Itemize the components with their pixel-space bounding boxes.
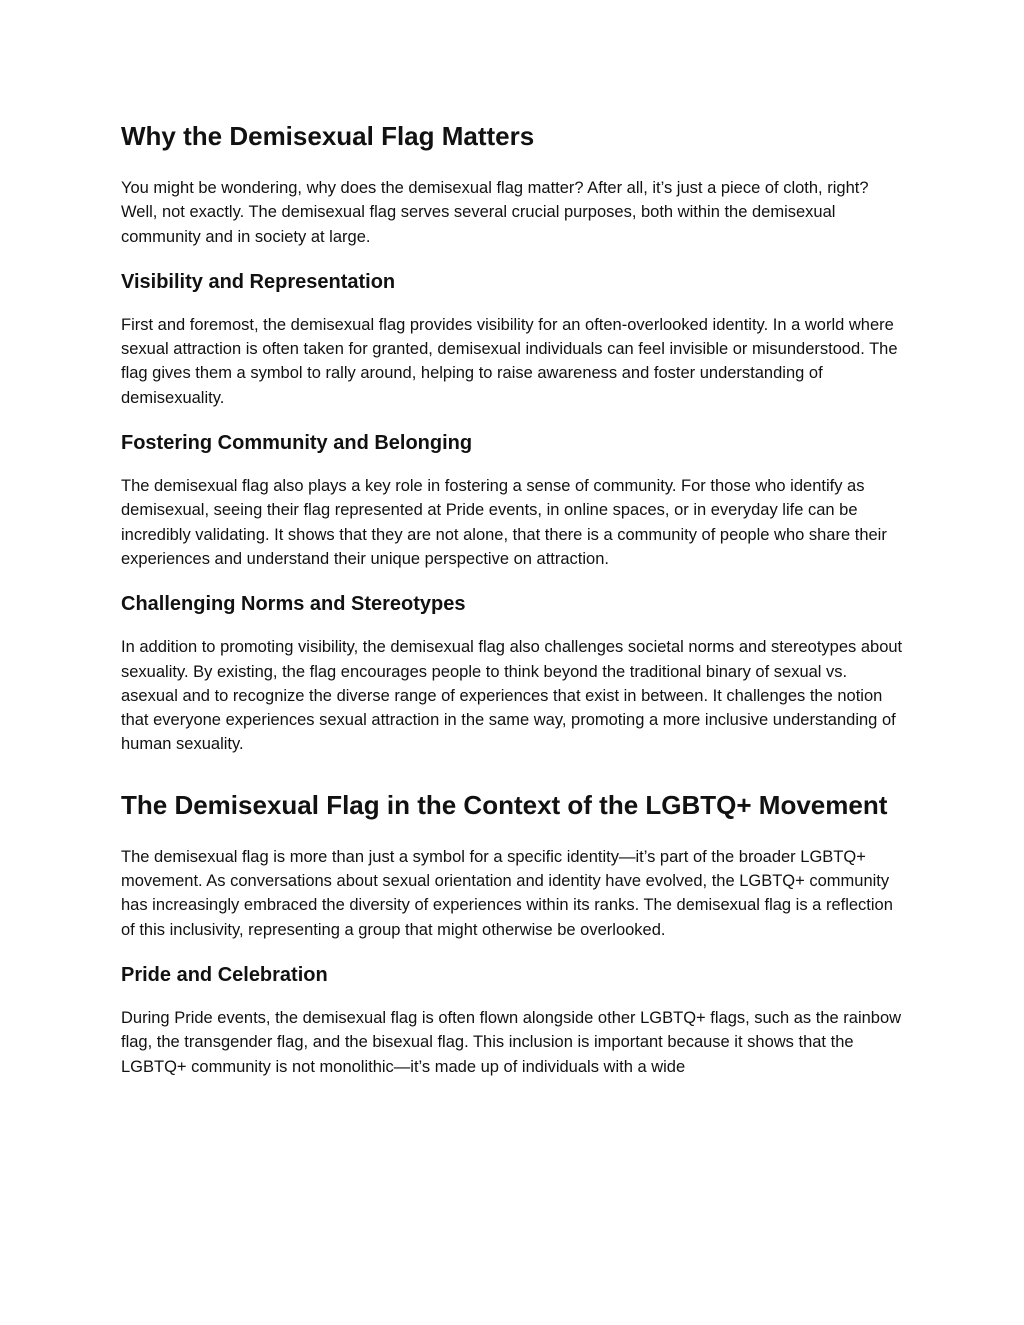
subheading-challenging-norms: Challenging Norms and Stereotypes [121,593,466,616]
document-page [121,118,906,1079]
paragraph-fostering-community: The demisexual flag also plays a key role in fostering a sense of community. For those who identify as demisexual, seeing their flag represented at Pride events, in online spaces, or in everyday life can be incredibly validating. It shows that they are not alone, that there is a community of people who share their experiences and understand their unique perspective on attraction. [121,477,887,568]
paragraph-challenging-norms: In addition to promoting visibility, the demisexual flag also challenges societal norms and stereotypes about sexuality. By existing, the flag encourages people to think beyond the traditional binary of sexual vs. asexual and to recognize the diverse range of experiences that exist in between. It challenges the notion that everyone experiences sexual attraction in the same way, promoting a more inclusive understanding of human sexuality. [121,638,903,754]
section-heading-lgbtq-context: The Demisexual Flag in the Context of the LGBTQ+ Movement [121,789,888,820]
subheading-visibility-representation: Visibility and Representation [121,270,396,293]
paragraph-pride-celebration: During Pride events, the demisexual flag is often flown alongside other LGBTQ+ flags, such as the rainbow flag, the transgender flag, and the bisexual flag. This inclusion is important because it shows that the LGBTQ+ community is not monolithic—it’s made up of individuals with a wide [121,1008,902,1076]
paragraph-visibility-representation: First and foremost, the demisexual flag provides visibility for an often-overlooked identity. In a world where sexual attraction is often taken for granted, demisexual individuals can feel invisible or misunderstood. The flag gives them a symbol to rally around, helping to raise awareness and foster understanding of demisexuality. [121,315,898,407]
section-intro-why-flag-matters: You might be wondering, why does the demisexual flag matter? After all, it’s just a piece of cloth, right? Well, not exactly. The demisexual flag serves several crucial purposes, both within the demisexual community and in society at large. [121,179,869,246]
section-intro-lgbtq-context: The demisexual flag is more than just a symbol for a specific identity—it’s part of the broader LGBTQ+ movement. As conversations about sexual orientation and identity have evolved, the LGBTQ+ community has increasingly embraced the diversity of experiences within its ranks. The demisexual flag is a reflection of this inclusivity, representing a group that might otherwise be overlooked. [121,847,893,939]
subheading-fostering-community: Fostering Community and Belonging [121,432,473,455]
subheading-pride-celebration: Pride and Celebration [121,963,328,986]
section-heading-why-flag-matters: Why the Demisexual Flag Matters [121,121,535,151]
